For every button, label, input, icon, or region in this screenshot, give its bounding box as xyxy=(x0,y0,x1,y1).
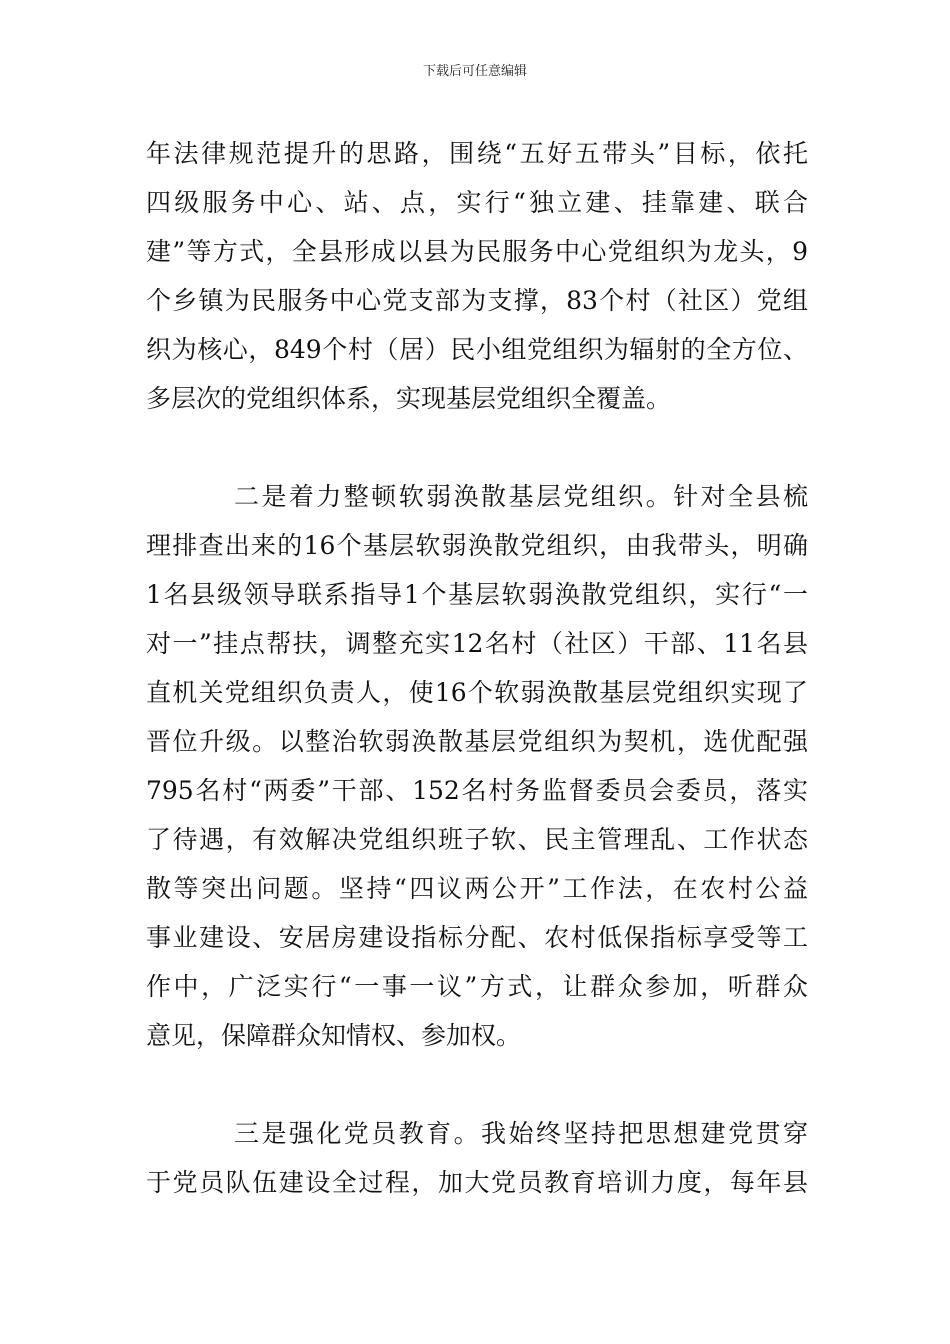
text-line: 795名村“两委”干部、152名村务监督委员会委员，落实 xyxy=(146,776,808,805)
text-line: 对一”挂点帮扶，调整充实12名村（社区）干部、11名县 xyxy=(146,629,808,658)
text-line: 织为核心，849个村（居）民小组党组织为辐射的全方位、 xyxy=(146,335,808,364)
paragraph-3 xyxy=(146,1109,808,1207)
text-line: 意见，保障群众知情权、参加权。 xyxy=(146,1021,522,1050)
text-line: 于党员队伍建设全过程，加大党员教育培训力度，每年县 xyxy=(146,1168,808,1197)
text-line: 四级服务中心、站、点，实行“独立建、挂靠建、联合 xyxy=(146,188,808,217)
text-line: 建”等方式，全县形成以县为民服务中心党组织为龙头，9 xyxy=(146,237,808,266)
text-line: 直机关党组织负责人，使16个软弱涣散基层党组织实现了 xyxy=(146,678,808,707)
text-line: 晋位升级。以整治软弱涣散基层党组织为契机，选优配强 xyxy=(146,727,808,756)
text-line: 年法律规范提升的思路，围绕“五好五带头”目标，依托 xyxy=(146,139,808,168)
text-line: 作中，广泛实行“一事一议”方式，让群众参加，听群众 xyxy=(146,972,808,1001)
text-line: 多层次的党组织体系，实现基层党组织全覆盖。 xyxy=(146,384,672,413)
text-line: 理排查出来的16个基层软弱涣散党组织，由我带头，明确 xyxy=(146,531,808,560)
text-line: 二是着力整顿软弱涣散基层党组织。针对全县梳 xyxy=(234,482,808,511)
text-line: 散等突出问题。坚持“四议两公开”工作法，在农村公益 xyxy=(146,874,808,903)
page-header: 下载后可任意编辑 xyxy=(422,64,527,79)
paragraph-2 xyxy=(146,472,808,1060)
text-line: 1名县级领导联系指导1个基层软弱涣散党组织，实行“一 xyxy=(146,580,808,609)
text-line: 个乡镇为民服务中心党支部为支撑，83个村（社区）党组 xyxy=(146,286,808,315)
text-line: 了待遇，有效解决党组织班子软、民主管理乱、工作状态 xyxy=(146,825,808,854)
text-line: 三是强化党员教育。我始终坚持把思想建党贯穿 xyxy=(234,1119,808,1148)
paragraph-1 xyxy=(146,129,808,423)
text-line: 事业建设、安居房建设指标分配、农村低保指标享受等工 xyxy=(146,923,808,952)
document-body xyxy=(146,129,808,1207)
